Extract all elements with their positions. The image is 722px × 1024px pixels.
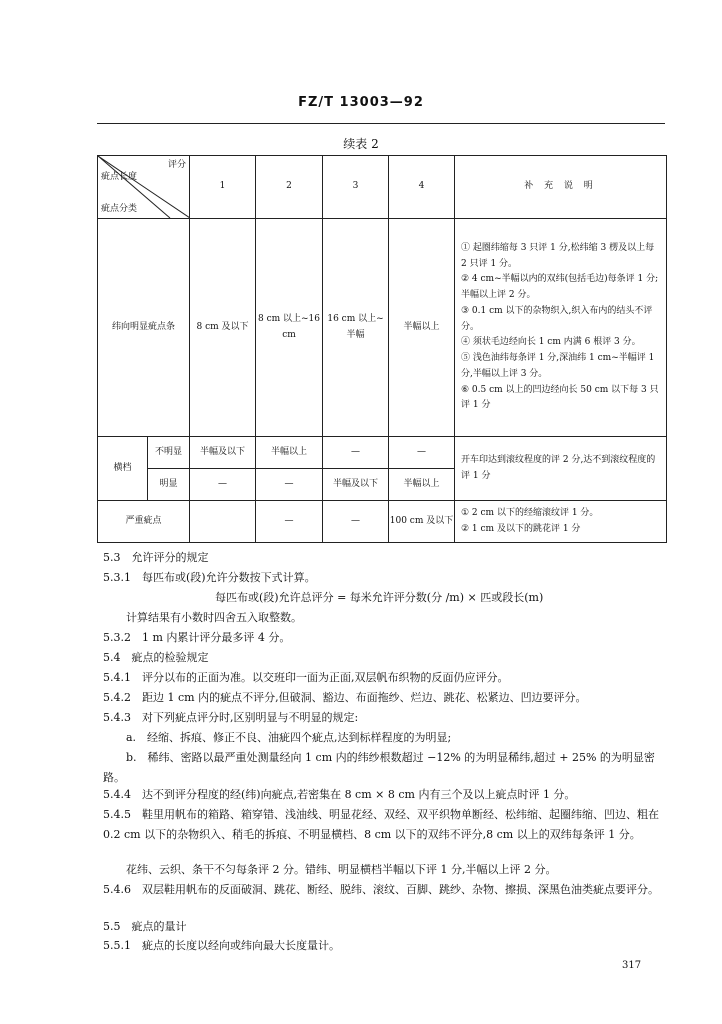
table-caption: 续表 2 [343,137,379,151]
severe-notes [455,501,667,543]
bar-faint-cell-1: 半幅及以下 [190,437,256,469]
bar-faint-cell-3: — [323,437,389,469]
header-rule [97,123,665,124]
bar-faint-row [98,437,667,469]
severe-defect-row [98,501,667,543]
bar-note: 开车印达到滚纹程度的评 2 分,达不到滚纹程度的评 1 分 [455,437,667,501]
document-code: FZ/T 13003—92 [298,95,424,110]
severe-cell-4: 100 cm 及以下 [389,501,455,543]
section-5-4-3-a: a. 经缩、拆痕、修正不良、油疵四个疵点,达到标样程度的为明显; [126,731,452,744]
bar-obvious-cell-3: 半幅及以下 [323,469,389,501]
section-5-3: 5.3 允许评分的规定 [103,551,209,564]
weft-note: ③ 0.1 cm 以下的杂物织入,织入布内的结头不评分。 [461,305,653,332]
bar-obvious-cell-4: 半幅以上 [389,469,455,501]
section-5-4-2: 5.4.2 距边 1 cm 内的疵点不评分,但破洞、豁边、布面拖纱、烂边、跳花、松紧边、凹边要评分。 [103,691,587,704]
diag-score-label: 评分 [167,160,186,170]
section-5-4-1: 5.4.1 评分以布的正面为准。以交班印一面为正面,双层帆布织物的反面仍应评分。 [103,671,509,684]
supplement-header: 补 充 说 明 [455,156,667,219]
severe-cell-1 [190,501,256,543]
weft-defect-row [98,219,667,437]
score-col-1: 1 [190,156,256,219]
diagonal-header-cell [98,156,190,219]
weft-note: ② 4 cm~半幅以内的双纬(包括毛边)每条评 1 分;半幅以上评 2 分。 [461,274,659,301]
section-5-3-1: 5.3.1 每匹布或(段)允许分数按下式计算。 [103,571,316,584]
section-5-4-5: 5.4.5 鞋里用帆布的箱路、箱穿错、浅油线、明显花经、双经、双平织物单断经、松纬缩、起圈纬缩、凹边、粗在 0.2 cm 以下的杂物织入、稍毛的拆痕、不明显横档、8 cm 以下的双纬不评分,8 cm 以上的双纬每条评 1 分。 [103,808,659,841]
defect-scoring-table [97,155,667,543]
weft-cell-3: 16 cm 以上~半幅 [323,219,389,437]
bar-faint-cell-2: 半幅以上 [256,437,323,469]
weft-note: ④ 须状毛边经向长 1 cm 内满 6 根评 3 分。 [461,337,641,348]
weft-cell-2: 8 cm 以上~16 cm [256,219,323,437]
score-col-2: 2 [256,156,323,219]
diag-category-label: 疵点分类 [101,204,138,214]
section-5-4-3: 5.4.3 对下列疵点评分时,区别明显与不明显的规定: [103,711,359,724]
weft-notes [455,219,667,437]
severe-cell-2: — [256,501,323,543]
severe-note: ① 2 cm 以下的经缩滚纹评 1 分。 [461,507,599,518]
bar-obvious-cell-1: — [190,469,256,501]
weft-defect-label: 纬向明显疵点条 [98,219,190,437]
section-5-4-4: 5.4.4 达不到评分程度的经(纬)向疵点,若密集在 8 cm × 8 cm 内有三个及以上疵点时评 1 分。 [103,788,576,801]
bar-faint-cell-4: — [389,437,455,469]
score-col-4: 4 [389,156,455,219]
score-col-3: 3 [323,156,389,219]
section-5-4-5-b: 花纬、云织、条干不匀每条评 2 分。错纬、明显横档半幅以下评 1 分,半幅以上评 2 分。 [126,863,557,876]
section-5-3-2: 5.3.2 1 m 内累计评分最多评 4 分。 [103,631,291,644]
weft-note: ⑥ 0.5 cm 以上的凹边经向长 50 cm 以下每 3 只评 1 分 [461,384,659,411]
section-5-4-6: 5.4.6 双层鞋用帆布的反面破洞、跳花、断经、脱纬、滚纹、百脚、跳纱、杂物、擦损、深黑色油类疵点要评分。 [103,883,659,896]
section-5-5-1: 5.5.1 疵点的长度以经向或纬向最大长度量计。 [103,939,340,952]
section-5-4-3-b: b. 稀纬、密路以最严重处测量经向 1 cm 内的纬纱根数超过 −12% 的为明显稀纬,超过 + 25% 的为明显密路。 [103,751,655,784]
weft-note: ⑤ 浅色油纬每条评 1 分,深油纬 1 cm~半幅评 1 分,半幅以上评 3 分。 [461,353,655,379]
severe-cell-3: — [323,501,389,543]
severe-note: ② 1 cm 及以下的跳花评 1 分 [461,523,581,534]
weft-cell-1: 8 cm 及以下 [190,219,256,437]
bar-faint-label: 不明显 [148,437,190,469]
bar-obvious-cell-2: — [256,469,323,501]
section-5-4: 5.4 疵点的检验规定 [103,651,209,664]
page-number: 317 [622,960,642,971]
bar-label: 横档 [98,437,148,501]
formula: 每匹布或(段)允许总评分 = 每米允许评分数(分 /m) × 匹或段长(m) [215,591,544,604]
table-header-row [98,156,667,219]
severe-defect-label: 严重疵点 [98,501,190,543]
section-5-5: 5.5 疵点的量计 [103,920,187,933]
bar-obvious-label: 明显 [148,469,190,501]
weft-cell-4: 半幅以上 [389,219,455,437]
rounding-note: 计算结果有小数时四舍五入取整数。 [126,611,302,624]
weft-note: ① 起圈纬缩每 3 只评 1 分,松纬缩 3 楞及以上每 2 只评 1 分。 [461,242,655,269]
diag-length-label: 疵点长度 [101,172,138,182]
